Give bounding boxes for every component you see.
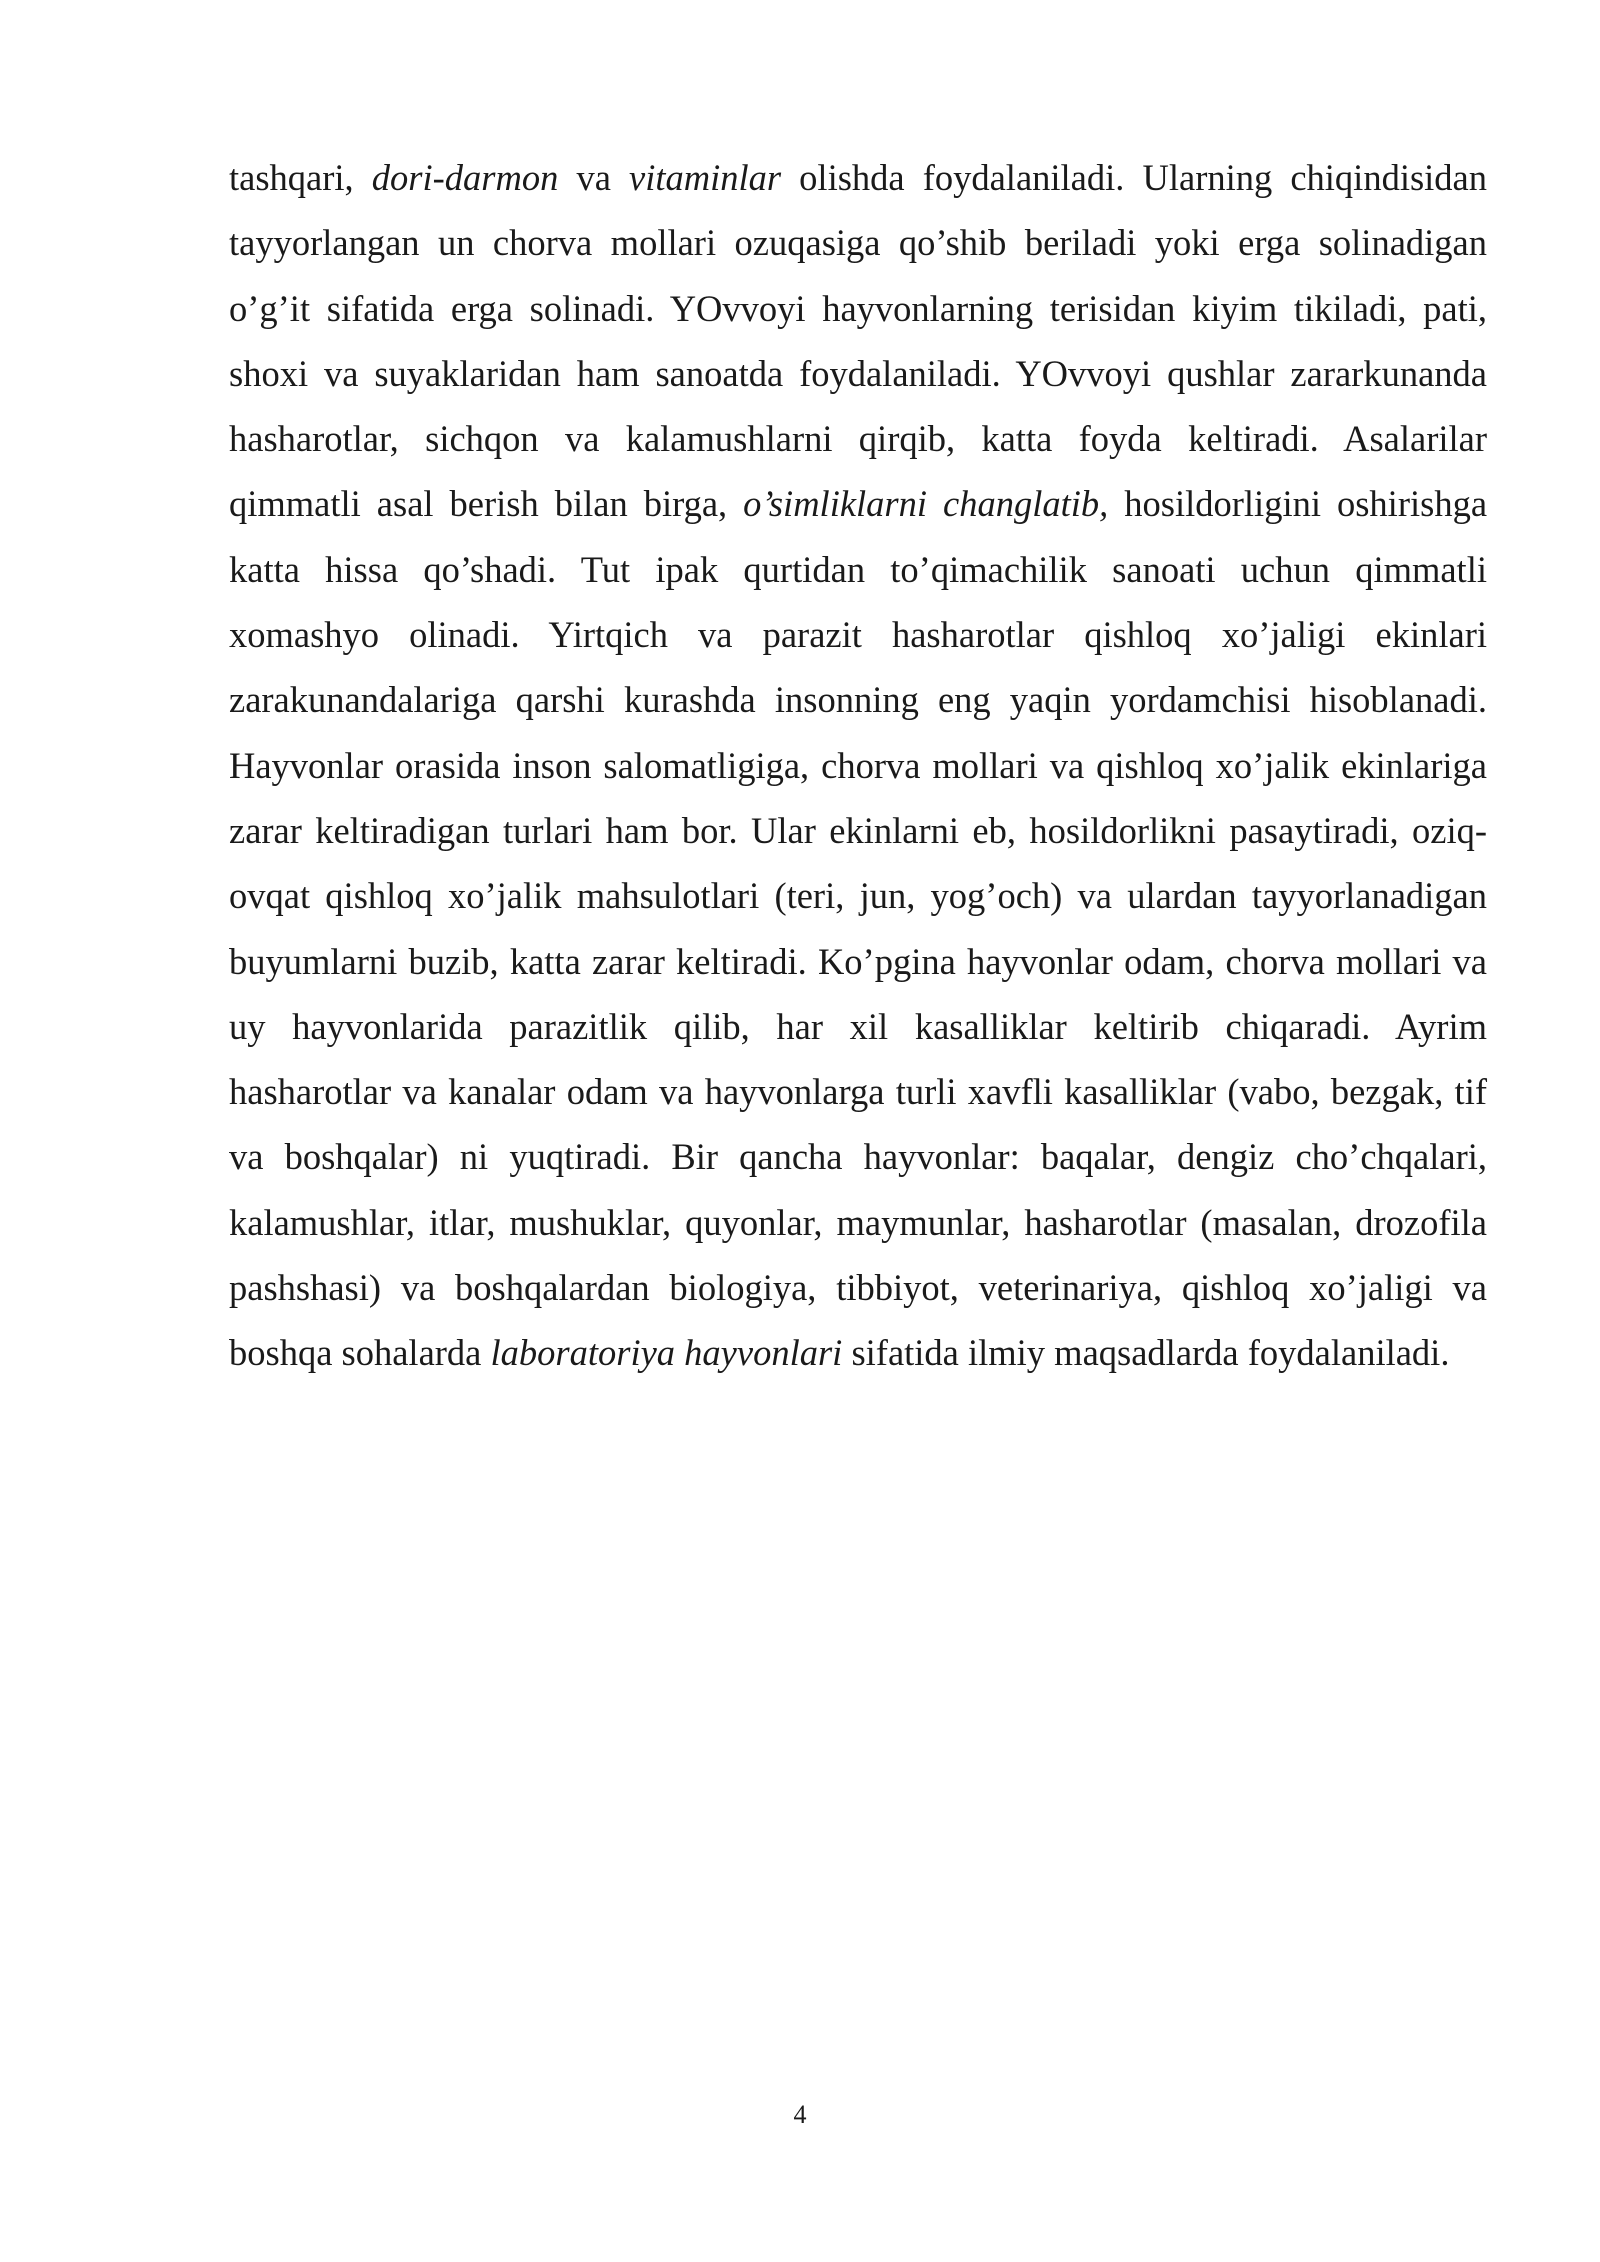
text-segment: tashqari,: [229, 157, 372, 198]
text-segment: hosildorligini oshirishga katta hissa qo’shadi. Tut ipak qurtidan to’qimachilik sanoati uchun qimmatli xomashyo olinadi. Yirtqich va parazit hasharotlar qishloq xo’jaligi ekinlari zarakunandalariga qarshi kurashda insonning eng yaqin yordamchisi hisoblanadi. Hayvonlar orasida inson salomatligiga, chorva mollari va qishloq xo’jalik ekinlariga zarar keltiradigan turlari ham bor. Ular ekinlarni eb, hosildorlikni pasaytiradi, oziq-ovqat qishloq xo’jalik mahsulotlari (teri, jun, yog’och) va ulardan tayyorlanadigan buyumlarni buzib, katta zarar keltiradi. Ko’pgina hayvonlar odam, chorva mollari va uy hayvonlarida parazitlik qilib, har xil kasalliklar keltirib chiqaradi. Ayrim hasharotlar va kanalar odam va hayvonlarga turli xavfli kasalliklar (vabo, bezgak, tif va boshqalar) ni yuqtiradi. Bir qancha hayvonlar: baqalar, dengiz cho’chqalari, kalamushlar, itlar, mushuklar, quyonlar, maymunlar, hasharotlar (masalan, drozofila pashshasi) va boshqalardan biologiya, tibbiyot, veterinariya, qishloq xo’jaligi va boshqa sohalarda: [229, 483, 1488, 1374]
page-number: 4: [793, 2100, 807, 2129]
italic-term-laboratoriya: laboratoriya hayvonlari: [490, 1332, 843, 1374]
italic-term-vitaminlar: vitaminlar: [629, 157, 782, 198]
body-paragraph: [229, 145, 1487, 1386]
italic-term-dori-darmon: dori-darmon: [371, 157, 559, 198]
text-segment: olishda foydalaniladi. Ularning chiqindisidan tayyorlangan un chorva mollari ozuqasiga qo’shib beriladi yoki erga solinadigan o’g’it sifatida erga solinadi. YOvvoyi hayvonlarning terisidan kiyim tikiladi, pati, shoxi va suyaklaridan ham sanoatda foydalaniladi. YOvvoyi qushlar zararkunanda hasharotlar, sichqon va kalamushlarni qirqib, katta foyda keltiradi. Asalarilar qimmatli asal berish bilan birga,: [229, 157, 1488, 525]
text-segment: sifatida ilmiy maqsadlarda foydalaniladi.: [842, 1332, 1450, 1374]
italic-term-changlatib: o’simliklarni changlatib,: [743, 483, 1109, 525]
text-segment: va: [558, 157, 629, 198]
